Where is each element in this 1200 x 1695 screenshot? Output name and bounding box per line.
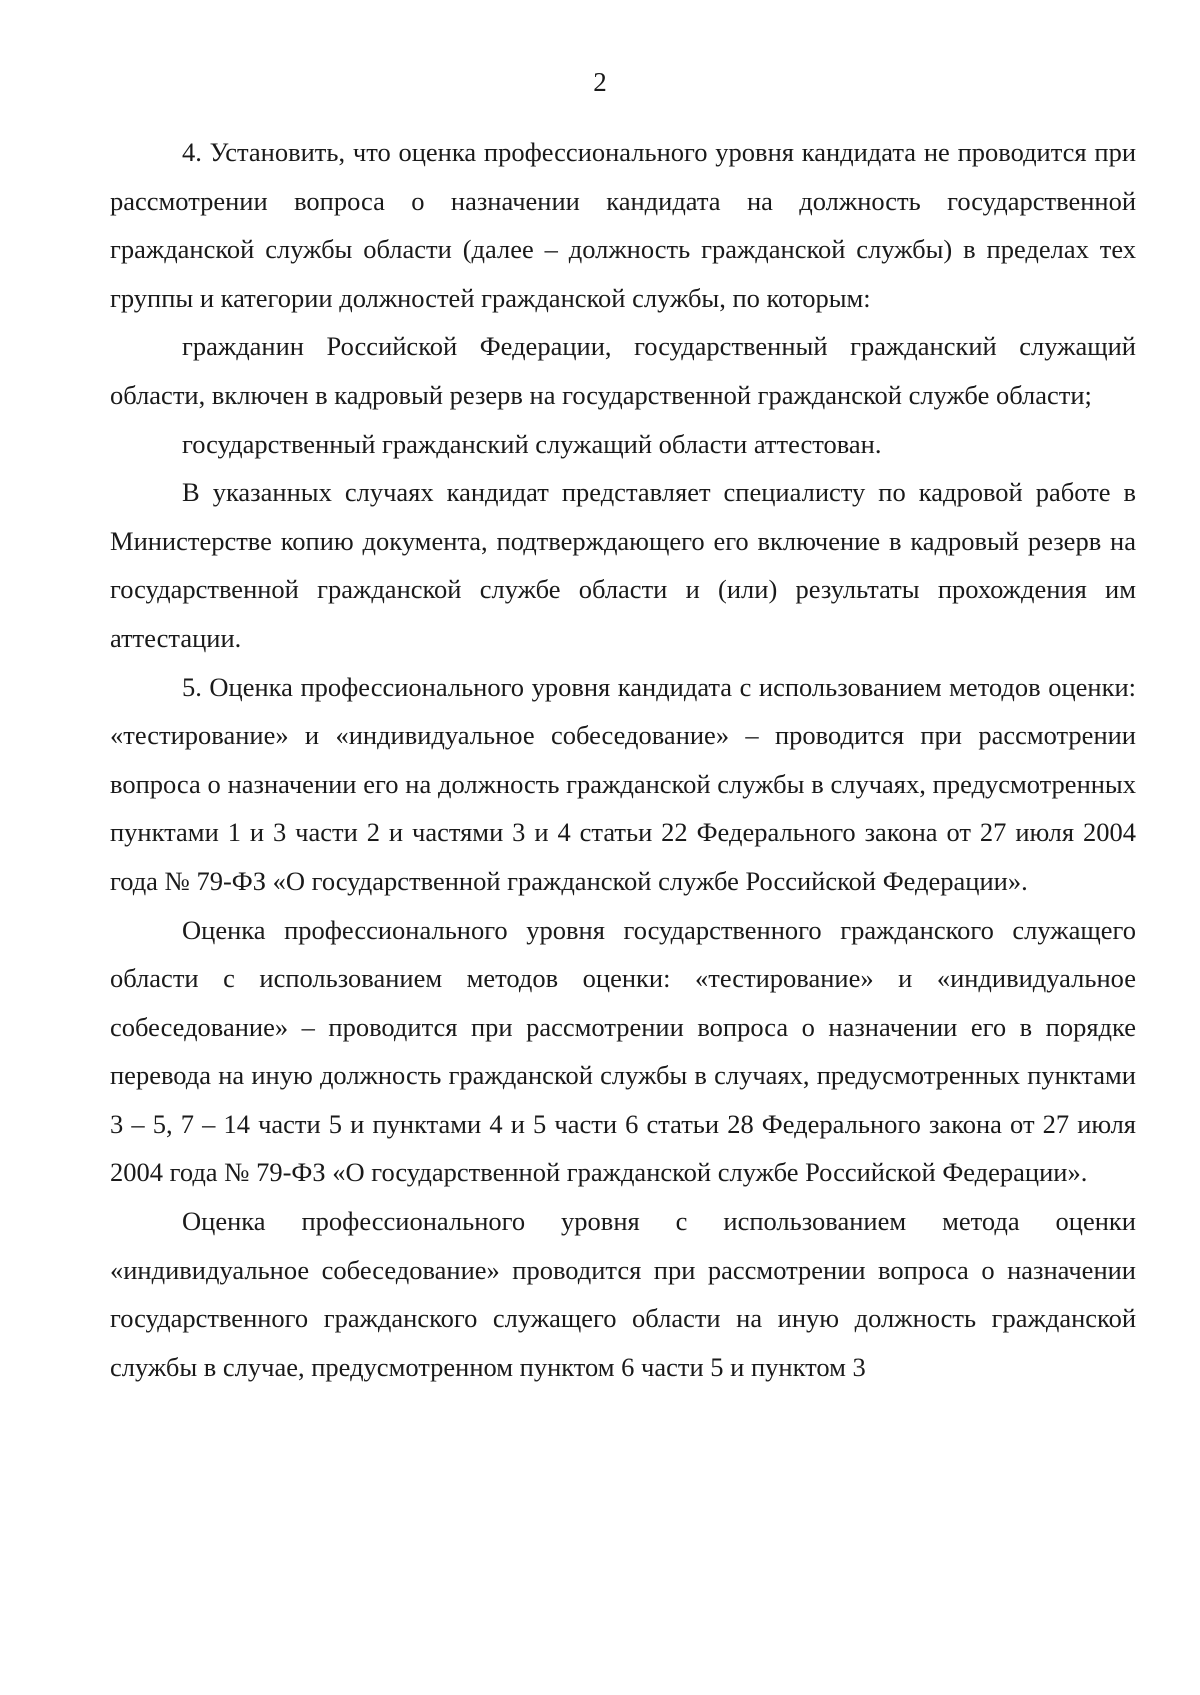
page-number: 2 xyxy=(593,67,607,97)
document-body xyxy=(110,128,1136,1391)
paragraph-item-5: 5. Оценка профессионального уровня кандидата с использованием методов оценки: «тестирование» и «индивидуальное собеседование» – проводится при рассмотрении вопроса о назначении его на должность гражданской службы в случаях, предусмотренных пунктами 1 и 3 части 2 и частями 3 и 4 статьи 22 Федерального закона от 27 июля 2004 года № 79-ФЗ «О государственной гражданской службе Российской Федерации». xyxy=(110,671,1136,896)
paragraph-interview-assessment: Оценка профессионального уровня с использованием метода оценки «индивидуальное собеседование» проводится при рассмотрении вопроса о назначении государственного гражданского служащего области на иную должность гражданской службы в случае, предусмотренном пунктом 6 части 5 и пунктом 3 xyxy=(110,1206,1136,1382)
paragraph-documents: В указанных случаях кандидат представляет специалисту по кадровой работе в Министерстве копию документа, подтверждающего его включение в кадровый резерв на государственной гражданской службе области и (или) результаты прохождения им аттестации. xyxy=(110,477,1136,653)
paragraph-attestation-condition: государственный гражданский служащий области аттестован. xyxy=(182,428,882,459)
paragraph-reserve-condition: гражданин Российской Федерации, государственный гражданский служащий области, включен в кадровый резерв на государственной гражданской службе области; xyxy=(110,331,1136,410)
paragraph-item-4: 4. Установить, что оценка профессионального уровня кандидата не проводится при рассмотрении вопроса о назначении кандидата на должность государственной гражданской службы области (далее – должность гражданской службы) в пределах тех группы и категории должностей гражданской службы, по которым: xyxy=(110,137,1136,313)
paragraph-transfer-assessment: Оценка профессионального уровня государственного гражданского служащего области с использованием методов оценки: «тестирование» и «индивидуальное собеседование» – проводится при рассмотрении вопроса о назначении его в порядке перевода на иную должность гражданской службы в случаях, предусмотренных пунктами 3 – 5, 7 – 14 части 5 и пунктами 4 и 5 части 6 статьи 28 Федерального закона от 27 июля 2004 года № 79-ФЗ «О государственной гражданской службе Российской Федерации». xyxy=(110,914,1136,1188)
